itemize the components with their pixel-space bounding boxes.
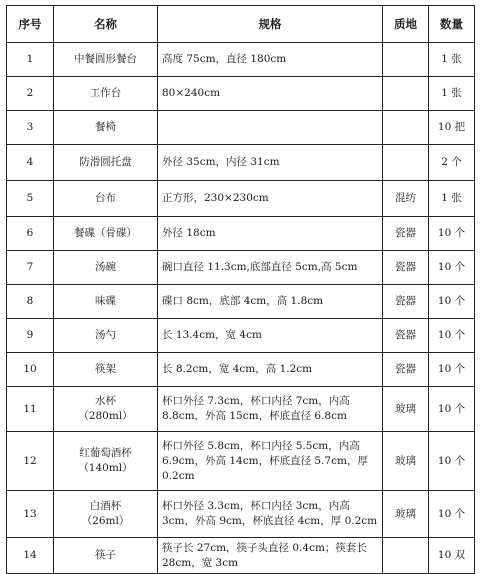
row-name: 汤碗 bbox=[54, 251, 158, 285]
row-index: 13 bbox=[7, 491, 54, 538]
row-material: 玻璃 bbox=[383, 387, 429, 432]
row-index: 9 bbox=[7, 319, 54, 353]
row-index: 1 bbox=[7, 43, 54, 77]
table-row bbox=[7, 432, 475, 491]
row-spec bbox=[158, 111, 383, 145]
row-name-capacity: （26ml） bbox=[81, 515, 130, 527]
row-material: 瓷器 bbox=[383, 285, 429, 319]
row-index: 11 bbox=[7, 387, 54, 432]
row-index: 7 bbox=[7, 251, 54, 285]
row-name bbox=[54, 387, 158, 432]
row-quantity: 10 把 bbox=[429, 111, 475, 145]
row-quantity: 10 个 bbox=[429, 353, 475, 387]
row-index: 2 bbox=[7, 77, 54, 111]
row-spec: 长 13.4cm，宽 4cm bbox=[158, 319, 383, 353]
table-row bbox=[7, 145, 475, 181]
row-name: 味碟 bbox=[54, 285, 158, 319]
row-name: 工作台 bbox=[54, 77, 158, 111]
row-spec: 碗口直径 11.3cm,底部直径 5cm,高 5cm bbox=[158, 251, 383, 285]
row-index: 10 bbox=[7, 353, 54, 387]
row-name-capacity: （280ml） bbox=[78, 410, 133, 422]
row-name: 防滑圆托盘 bbox=[54, 145, 158, 181]
row-quantity: 10 个 bbox=[429, 387, 475, 432]
row-quantity: 10 个 bbox=[429, 217, 475, 251]
table-row bbox=[7, 77, 475, 111]
row-index: 4 bbox=[7, 145, 54, 181]
header-name: 名称 bbox=[54, 6, 158, 43]
row-name: 餐碟（骨碟） bbox=[54, 217, 158, 251]
row-spec: 80×240cm bbox=[158, 77, 383, 111]
header-row bbox=[7, 6, 475, 43]
row-name-main: 水杯 bbox=[95, 395, 116, 407]
table-row bbox=[7, 353, 475, 387]
row-spec: 杯口外径 5.8cm，杯口内径 5.5cm，内高 6.9cm，外高 14cm，杯底直径 5.7cm，厚 0.2cm bbox=[158, 432, 383, 491]
row-quantity: 10 个 bbox=[429, 285, 475, 319]
table-row bbox=[7, 285, 475, 319]
row-quantity: 1 张 bbox=[429, 77, 475, 111]
row-material: 瓷器 bbox=[383, 251, 429, 285]
row-spec: 高度 75cm，直径 180cm bbox=[158, 43, 383, 77]
header-quantity: 数量 bbox=[429, 6, 475, 43]
row-name: 台布 bbox=[54, 181, 158, 217]
table-row bbox=[7, 111, 475, 145]
row-material: 瓷器 bbox=[383, 319, 429, 353]
row-name: 筷子 bbox=[54, 538, 158, 574]
table-row bbox=[7, 43, 475, 77]
row-material bbox=[383, 43, 429, 77]
row-spec: 外径 35cm，内径 31cm bbox=[158, 145, 383, 181]
row-name bbox=[54, 432, 158, 491]
row-quantity: 10 双 bbox=[429, 538, 475, 574]
row-quantity: 10 个 bbox=[429, 319, 475, 353]
row-quantity: 1 张 bbox=[429, 43, 475, 77]
header-material: 质地 bbox=[383, 6, 429, 43]
table-row bbox=[7, 319, 475, 353]
row-quantity: 1 张 bbox=[429, 181, 475, 217]
row-quantity: 10 个 bbox=[429, 432, 475, 491]
row-material bbox=[383, 77, 429, 111]
row-spec: 杯口外径 7.3cm，杯口内径 7cm，内高 8.8cm，外高 15cm，杯底直径 6.8cm bbox=[158, 387, 383, 432]
row-spec: 杯口外径 3.3cm，杯口内径 3cm，内高 3cm，外高 9cm，杯底直径 4cm，厚 0.2cm bbox=[158, 491, 383, 538]
header-index: 序号 bbox=[7, 6, 54, 43]
row-name-main: 红葡萄酒杯 bbox=[79, 447, 132, 459]
table-row bbox=[7, 387, 475, 432]
row-quantity: 2 个 bbox=[429, 145, 475, 181]
row-spec: 正方形，230×230cm bbox=[158, 181, 383, 217]
row-spec: 碟口 8cm，底部 4cm，高 1.8cm bbox=[158, 285, 383, 319]
row-material bbox=[383, 145, 429, 181]
row-index: 8 bbox=[7, 285, 54, 319]
equipment-sheet bbox=[6, 5, 474, 574]
row-material: 混纺 bbox=[383, 181, 429, 217]
table-row bbox=[7, 251, 475, 285]
row-index: 14 bbox=[7, 538, 54, 574]
row-name: 餐椅 bbox=[54, 111, 158, 145]
row-material: 瓷器 bbox=[383, 217, 429, 251]
row-material: 瓷器 bbox=[383, 353, 429, 387]
row-name: 中餐圆形餐台 bbox=[54, 43, 158, 77]
table-row bbox=[7, 491, 475, 538]
row-name-capacity: （140ml） bbox=[78, 462, 133, 474]
row-name-main: 白酒杯 bbox=[89, 500, 122, 512]
row-name: 汤勺 bbox=[54, 319, 158, 353]
row-material: 玻璃 bbox=[383, 491, 429, 538]
row-spec: 长 8.2cm，宽 4cm，高 1.2cm bbox=[158, 353, 383, 387]
equipment-table bbox=[6, 5, 475, 574]
table-row bbox=[7, 181, 475, 217]
row-name: 筷架 bbox=[54, 353, 158, 387]
row-index: 3 bbox=[7, 111, 54, 145]
row-index: 5 bbox=[7, 181, 54, 217]
row-spec: 外径 18cm bbox=[158, 217, 383, 251]
row-index: 6 bbox=[7, 217, 54, 251]
row-material: 玻璃 bbox=[383, 432, 429, 491]
row-quantity: 10 个 bbox=[429, 491, 475, 538]
header-spec: 规格 bbox=[158, 6, 383, 43]
row-name bbox=[54, 491, 158, 538]
row-index: 12 bbox=[7, 432, 54, 491]
table-row bbox=[7, 217, 475, 251]
row-material bbox=[383, 111, 429, 145]
row-spec: 筷子长 27cm，筷子头直径 0.4cm；筷套长 28cm，宽 3cm bbox=[158, 538, 383, 574]
row-quantity: 10 个 bbox=[429, 251, 475, 285]
